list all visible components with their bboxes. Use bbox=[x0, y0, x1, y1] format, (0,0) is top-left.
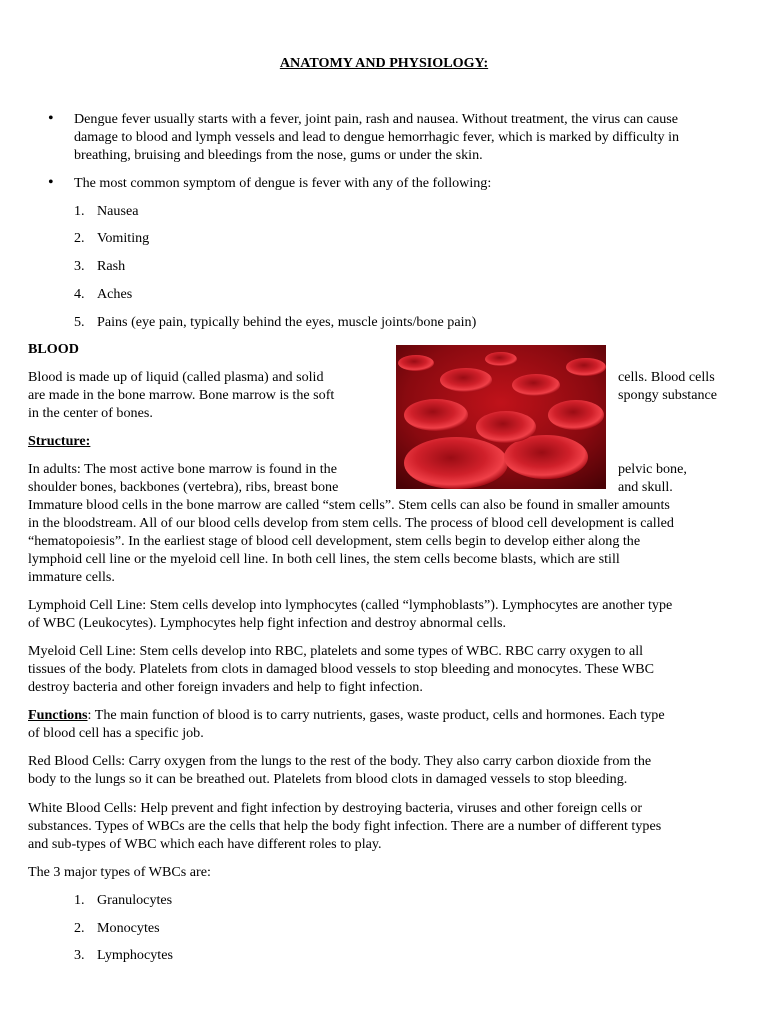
symptom-item: Aches bbox=[97, 286, 133, 302]
page-title: ANATOMY AND PHYSIOLOGY: bbox=[279, 55, 489, 71]
text-line: and skull. bbox=[618, 479, 673, 495]
text-line: pelvic bone, bbox=[618, 461, 687, 477]
symptom-item: Nausea bbox=[97, 203, 139, 219]
text-line: and sub-types of WBC which each have different roles to play. bbox=[28, 836, 382, 852]
symptom-item: Vomiting bbox=[97, 230, 150, 246]
text-line: Myeloid Cell Line: Stem cells develop into RBC, platelets and some types of WBC. RBC carry oxygen to all bbox=[28, 643, 644, 659]
intro-bullet-2 bbox=[74, 174, 746, 192]
myeloid-paragraph bbox=[28, 642, 748, 696]
red-blood-cells-image bbox=[396, 345, 606, 489]
text-line: tissues of the body. Platelets from clots in damaged blood vessels to stop bleeding and monocytes. These WBC bbox=[28, 661, 655, 677]
wbc-type-number: 2. bbox=[74, 920, 85, 936]
symptom-number: 2. bbox=[74, 230, 85, 246]
bullet-dot: • bbox=[48, 174, 54, 191]
wbc-paragraph bbox=[28, 799, 748, 853]
intro-bullet-2-line: The most common symptom of dengue is fever with any of the following: bbox=[74, 175, 492, 191]
wbc-type-item: Monocytes bbox=[97, 920, 160, 936]
text-line: cells. Blood cells bbox=[618, 369, 715, 385]
intro-bullet-1-line: Dengue fever usually starts with a fever, joint pain, rash and nausea. Without treatment, the virus can cause bbox=[74, 111, 679, 127]
text-line bbox=[28, 706, 748, 724]
text-line: White Blood Cells: Help prevent and fight infection by destroying bacteria, viruses and other foreign cells or bbox=[28, 800, 643, 816]
text-line: in the bloodstream. All of our blood cells develop from stem cells. The process of blood cell development is called bbox=[28, 515, 674, 531]
blood-heading: BLOOD bbox=[28, 341, 79, 357]
text-line: of WBC (Leukocytes). Lymphocytes help fight infection and destroy abnormal cells. bbox=[28, 615, 507, 631]
text-line: are made in the bone marrow. Bone marrow is the soft bbox=[28, 387, 335, 403]
text-line: destroy bacteria and other foreign invaders and help to fight infection. bbox=[28, 679, 423, 695]
text-line: spongy substance bbox=[618, 387, 718, 403]
intro-bullet-1 bbox=[74, 110, 746, 164]
functions-paragraph bbox=[28, 706, 748, 742]
text-line: Lymphoid Cell Line: Stem cells develop into lymphocytes (called “lymphoblasts”). Lymphocytes are another type bbox=[28, 597, 673, 613]
structure-right bbox=[618, 460, 748, 496]
intro-bullet-1-line: damage to blood and lymph vessels and lead to dengue hemorrhagic fever, which is marked by difficulty in bbox=[74, 129, 680, 145]
text-line: Immature blood cells in the bone marrow are called “stem cells”. Stem cells can also be found in smaller amounts bbox=[28, 497, 670, 513]
wbc-type-number: 1. bbox=[74, 892, 85, 908]
text-line: Red Blood Cells: Carry oxygen from the lungs to the rest of the body. They also carry carbon dioxide from the bbox=[28, 753, 652, 769]
structure-heading-text: Structure: bbox=[28, 433, 91, 449]
structure-left bbox=[28, 460, 378, 496]
symptom-item: Rash bbox=[97, 258, 126, 274]
symptom-number: 5. bbox=[74, 314, 85, 330]
text-line: lymphoid cell line or the myeloid cell line. In both cell lines, the stem cells become blasts, which are still bbox=[28, 551, 620, 567]
structure-heading bbox=[28, 432, 90, 450]
text-line: In adults: The most active bone marrow is found in the bbox=[28, 461, 337, 477]
wbc-type-item: Lymphocytes bbox=[97, 947, 173, 963]
wbc-type-number: 3. bbox=[74, 947, 85, 963]
symptom-number: 3. bbox=[74, 258, 85, 274]
functions-text: : The main function of blood is to carry nutrients, gases, waste product, cells and hormones. Each type bbox=[87, 707, 665, 723]
lymphoid-paragraph bbox=[28, 596, 748, 632]
functions-heading: Functions bbox=[28, 707, 88, 723]
text-line: Blood is made up of liquid (called plasma) and solid bbox=[28, 369, 324, 385]
bullet-dot: • bbox=[48, 110, 54, 127]
text-line: shoulder bones, backbones (vertebra), ribs, breast bone bbox=[28, 479, 339, 495]
wbc-types-intro: The 3 major types of WBCs are: bbox=[28, 864, 211, 880]
text-line: of blood cell has a specific job. bbox=[28, 725, 204, 741]
symptom-number: 4. bbox=[74, 286, 85, 302]
wbc-type-item: Granulocytes bbox=[97, 892, 173, 908]
rbc-paragraph bbox=[28, 752, 748, 788]
text-line: immature cells. bbox=[28, 569, 115, 585]
text-line: body to the lungs so it can be breathed out. Platelets from blood clots in damaged vessels to stop bleeding. bbox=[28, 771, 628, 787]
text-line: substances. Types of WBCs are the cells that help the body fight infection. There are a number of different types bbox=[28, 818, 662, 834]
text-line: in the center of bones. bbox=[28, 405, 153, 421]
blood-intro-left bbox=[28, 368, 378, 422]
symptom-number: 1. bbox=[74, 203, 85, 219]
blood-intro-right bbox=[618, 368, 748, 404]
intro-bullet-1-line: breathing, bruising and bleedings from the nose, gums or under the skin. bbox=[74, 147, 483, 163]
symptom-item: Pains (eye pain, typically behind the eyes, muscle joints/bone pain) bbox=[97, 314, 477, 330]
stem-cells-paragraph bbox=[28, 496, 748, 586]
text-line: “hematopoiesis”. In the earliest stage of blood cell development, stem cells begin to develop either along the bbox=[28, 533, 641, 549]
